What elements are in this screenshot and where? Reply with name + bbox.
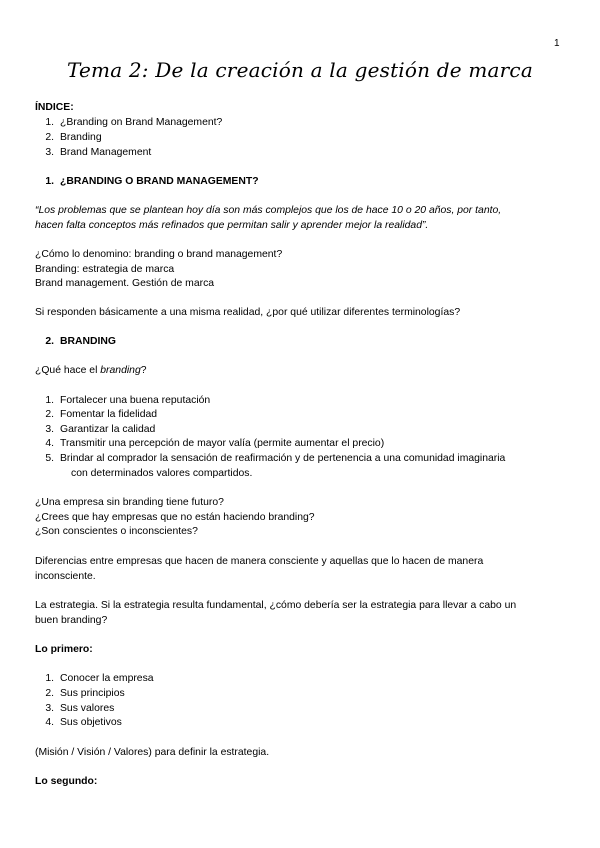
- paragraph: ¿Qué hace el branding?: [35, 365, 147, 376]
- quote-line: “Los problemas que se plantean hoy día son más complejos que los de hace 10 o 20 años, por tanto,: [35, 205, 502, 216]
- paragraph: inconsciente.: [35, 571, 96, 582]
- paragraph: (Misión / Visión / Valores) para definir la estrategia.: [35, 747, 270, 758]
- paragraph: ¿Una empresa sin branding tiene futuro?: [35, 497, 224, 508]
- list-item: 1. Conocer la empresa: [45, 673, 154, 684]
- list-item: 3. Brand Management: [45, 147, 152, 158]
- paragraph: buen branding?: [35, 615, 108, 626]
- paragraph: La estrategia. Si la estrategia resulta fundamental, ¿cómo debería ser la estrategia para llevar a cabo un: [35, 600, 517, 611]
- list-item: 4. Sus objetivos: [45, 717, 122, 728]
- paragraph: Si responden básicamente a una misma realidad, ¿por qué utilizar diferentes terminologías?: [35, 307, 461, 318]
- section-heading: 1. ¿BRANDING O BRAND MANAGEMENT?: [45, 176, 259, 187]
- list-item: 1. Fortalecer una buena reputación: [45, 395, 211, 406]
- page-title: Tema 2: De la creación a la gestión de marca: [67, 58, 533, 82]
- list-item-continuation: con determinados valores compartidos.: [71, 468, 253, 479]
- list-item: 2. Sus principios: [45, 688, 125, 699]
- quote-line: hacen falta conceptos más refinados que permitan salir y aprender mejor la realidad”.: [35, 220, 429, 231]
- page-number: 1: [554, 38, 560, 49]
- paragraph: Diferencias entre empresas que hacen de manera consciente y aquellas que lo hacen de manera: [35, 556, 484, 567]
- subheading: Lo primero:: [35, 644, 93, 655]
- list-item: 1. ¿Branding on Brand Management?: [45, 117, 223, 128]
- list-item: 2. Branding: [45, 132, 102, 143]
- list-item: 3. Sus valores: [45, 703, 115, 714]
- index-heading: ÍNDICE:: [35, 102, 74, 113]
- list-item: 2. Fomentar la fidelidad: [45, 409, 158, 420]
- paragraph: ¿Crees que hay empresas que no están haciendo branding?: [35, 512, 315, 523]
- paragraph: Brand management. Gestión de marca: [35, 278, 215, 289]
- list-item: 4. Transmitir una percepción de mayor valía (permite aumentar el precio): [45, 438, 385, 449]
- paragraph: ¿Son conscientes o inconscientes?: [35, 526, 198, 537]
- paragraph: Branding: estrategia de marca: [35, 264, 175, 275]
- paragraph: ¿Cómo lo denomino: branding o brand management?: [35, 249, 283, 260]
- section-heading: 2. BRANDING: [45, 336, 116, 347]
- subheading: Lo segundo:: [35, 776, 98, 787]
- list-item: 3. Garantizar la calidad: [45, 424, 156, 435]
- list-item: 5. Brindar al comprador la sensación de reafirmación y de pertenencia a una comunidad imaginaria: [45, 453, 506, 464]
